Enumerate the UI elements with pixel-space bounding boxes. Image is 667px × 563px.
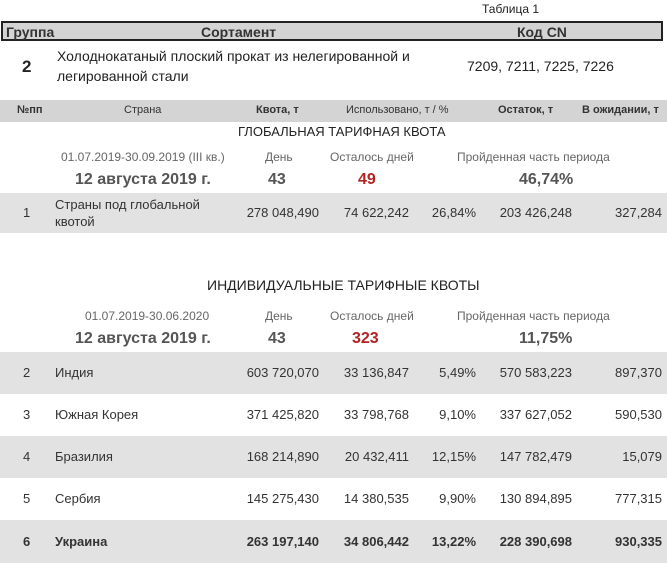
row-quota: 168 214,890: [246, 449, 319, 464]
row-num: 3: [23, 407, 31, 422]
row-used: 14 380,535: [343, 491, 409, 506]
product-name: Холоднокатаный плоский прокат из нелегированной и легированной стали: [57, 48, 410, 84]
header-code-cn: Код CN: [517, 24, 567, 40]
column-header-row: [0, 100, 667, 122]
row-pending: 930,335: [615, 534, 662, 549]
individual-passed-label: Пройденная часть периода: [457, 309, 610, 323]
global-days-left-label: Осталось дней: [330, 150, 414, 164]
row-num: 1: [23, 205, 31, 220]
table-header: [1, 21, 663, 41]
table-row: [0, 193, 667, 233]
row-used-pct: 9,90%: [439, 491, 476, 506]
row-used-pct: 12,15%: [431, 449, 476, 464]
row-used-pct: 26,84%: [431, 205, 476, 220]
col-num: №пп: [17, 104, 43, 116]
row-pending: 897,370: [615, 365, 662, 380]
row-num: 4: [23, 449, 31, 464]
row-num: 2: [23, 365, 31, 380]
row-remaining: 228 390,698: [499, 534, 572, 549]
global-day: 43: [268, 171, 286, 188]
row-remaining: 147 782,479: [499, 449, 572, 464]
global-days-left: 49: [358, 171, 376, 188]
header-group: Группа: [6, 24, 55, 40]
row-used-pct: 13,22%: [431, 534, 476, 549]
row-country: Страны под глобальной квотой: [55, 197, 200, 229]
row-quota: 371 425,820: [246, 407, 319, 422]
row-quota: 278 048,490: [246, 205, 319, 220]
row-remaining: 570 583,223: [499, 365, 572, 380]
row-used-pct: 5,49%: [439, 365, 476, 380]
row-country: Сербия: [55, 491, 101, 506]
row-quota: 263 197,140: [246, 534, 319, 549]
global-passed-label: Пройденная часть периода: [457, 150, 610, 164]
global-period: 01.07.2019-30.09.2019 (III кв.): [61, 150, 225, 164]
table-row: [0, 436, 667, 478]
row-num: 5: [23, 491, 31, 506]
table-caption: Таблица 1: [482, 2, 540, 16]
row-pending: 15,079: [622, 449, 662, 464]
individual-day-label: День: [265, 309, 293, 323]
global-title: ГЛОБАЛЬНАЯ ТАРИФНАЯ КВОТА: [238, 124, 446, 139]
row-remaining: 130 894,895: [499, 491, 572, 506]
row-remaining: 337 627,052: [499, 407, 572, 422]
row-used-pct: 9,10%: [439, 407, 476, 422]
global-date: 12 августа 2019 г.: [75, 171, 211, 188]
individual-date: 12 августа 2019 г.: [75, 330, 211, 347]
row-remaining: 203 426,248: [499, 205, 572, 220]
table-row: [0, 394, 667, 436]
row-country: Украина: [55, 534, 108, 549]
individual-days-left: 323: [352, 330, 379, 347]
individual-title: ИНДИВИДУАЛЬНЫЕ ТАРИФНЫЕ КВОТЫ: [207, 277, 480, 293]
row-country: Индия: [55, 365, 94, 380]
row-country: Южная Корея: [55, 407, 139, 422]
row-used: 34 806,442: [343, 534, 409, 549]
row-quota: 603 720,070: [246, 365, 319, 380]
table-row: [0, 520, 667, 563]
row-used: 33 136,847: [343, 365, 409, 380]
row-pending: 327,284: [615, 205, 662, 220]
row-country: Бразилия: [55, 449, 113, 464]
table-row: [0, 352, 667, 394]
global-passed: 46,74%: [519, 171, 574, 188]
row-used: 74 622,242: [343, 205, 409, 220]
row-used: 33 798,768: [343, 407, 409, 422]
global-day-label: День: [265, 150, 293, 164]
product-codes: 7209, 7211, 7225, 7226: [467, 58, 614, 74]
row-num: 6: [23, 534, 31, 549]
col-remaining: Остаток, т: [498, 104, 554, 116]
individual-period: 01.07.2019-30.06.2020: [85, 309, 210, 323]
col-country: Страна: [124, 104, 162, 116]
header-sortament: Сортамент: [201, 24, 277, 40]
row-used: 20 432,411: [344, 449, 409, 464]
product-group: 2: [22, 57, 32, 76]
col-quota: Квота, т: [256, 104, 299, 116]
row-quota: 145 275,430: [246, 491, 319, 506]
row-pending: 590,530: [615, 407, 662, 422]
individual-day: 43: [268, 330, 286, 347]
table-row: [0, 478, 667, 520]
individual-days-left-label: Осталось дней: [330, 309, 414, 323]
col-pending: В ожидании, т: [582, 104, 659, 116]
col-used: Использовано, т / %: [346, 104, 449, 116]
individual-passed: 11,75%: [519, 330, 573, 347]
row-pending: 777,315: [615, 491, 662, 506]
